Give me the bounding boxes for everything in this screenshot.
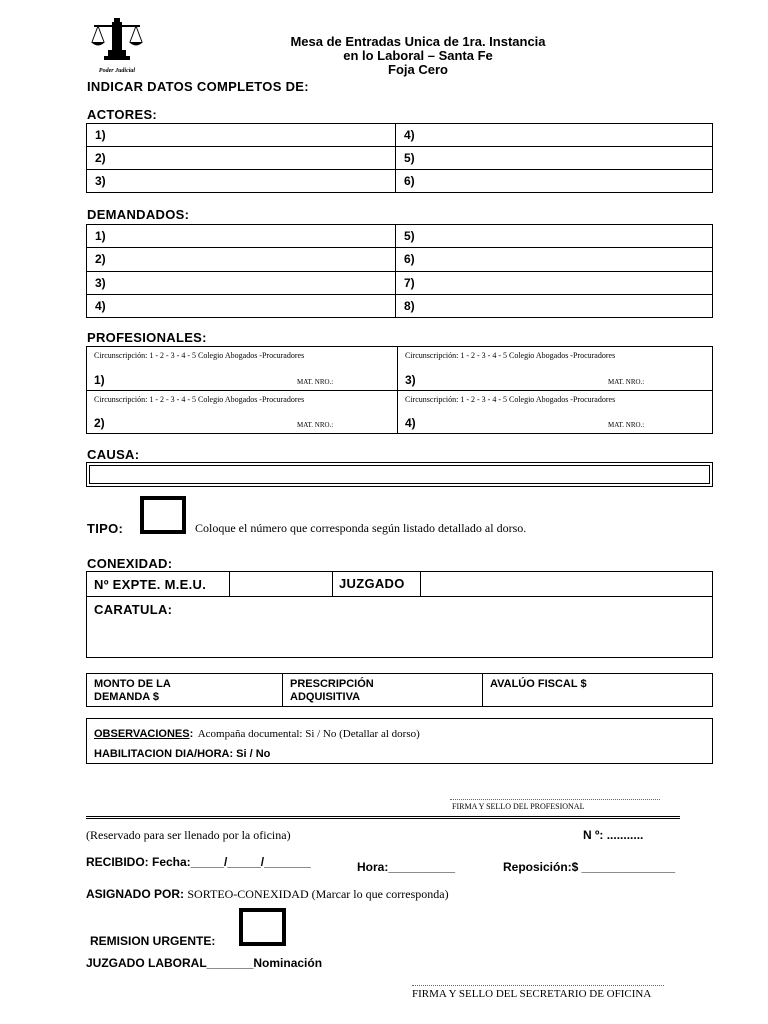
numero-field[interactable]: N º: ........... [583,828,644,842]
conexidad-label: CONEXIDAD: [87,556,173,571]
asignado-options[interactable]: SORTEO-CONEXIDAD (Marcar lo que corresponda) [187,887,449,901]
asignado-label: ASIGNADO POR: [86,887,185,901]
mat-nro-label: MAT. NRO.: [297,377,334,386]
demandado-field-6[interactable]: 6) [396,248,713,271]
profesional-number: 1) [94,372,105,387]
firma-profesional-label: FIRMA Y SELLO DEL PROFESIONAL [452,802,585,811]
caratula-label: CARATULA: [94,602,173,617]
causa-label: CAUSA: [87,447,140,462]
reposicion-field[interactable]: Reposición:$ ______________ [503,860,676,874]
header-line-3: Foja Cero [388,62,448,77]
court-seal-logo [88,16,146,74]
prescripcion-label-line-1: PRESCRIPCIÓN [290,678,374,690]
circunscripcion-text: Circunscripción: 1 - 2 - 3 - 4 - 5 Colegio Abogados -Procuradores [405,351,616,360]
tipo-label: TIPO: [87,521,124,536]
mat-nro-label: MAT. NRO.: [608,377,645,386]
circunscripcion-text: Circunscripción: 1 - 2 - 3 - 4 - 5 Colegio Abogados -Procuradores [94,394,305,404]
demandado-field-2[interactable]: 2) [87,248,396,271]
circunscripcion-text: Circunscripción: 1 - 2 - 3 - 4 - 5 Colegio Abogados -Procuradores [94,351,305,360]
profesional-field-3[interactable] [398,347,713,391]
actor-field-6[interactable]: 6) [396,170,713,193]
demandados-table [86,224,713,318]
prescripcion-label-line-2: ADQUISITIVA [290,691,361,703]
observaciones-text: Acompaña documental: Si / No (Detallar al dorso) [197,728,420,740]
tipo-input-box[interactable] [140,496,186,534]
mat-nro-label: MAT. NRO.: [608,421,645,429]
habilitacion-text: HABILITACION DIA/HORA: Si / No [94,748,271,760]
circunscripcion-text: Circunscripción: 1 - 2 - 3 - 4 - 5 Colegio Abogados -Procuradores [405,394,616,404]
demandado-field-3[interactable]: 3) [87,271,396,294]
actores-label: ACTORES: [87,107,158,122]
causa-field[interactable] [86,462,713,487]
demandado-field-7[interactable]: 7) [396,271,713,294]
header-line-2: en lo Laboral – Santa Fe [343,48,493,63]
actor-field-4[interactable]: 4) [396,124,713,147]
demandados-label: DEMANDADOS: [87,207,190,222]
remision-urgente-label: REMISION URGENTE: [90,934,216,948]
firma-profesional-line [450,799,660,800]
profesional-field-2[interactable] [87,390,398,434]
actor-field-1[interactable]: 1) [87,124,396,147]
reservado-note: (Reservado para ser llenado por la oficina) [86,828,291,842]
hora-field[interactable]: Hora:__________ [357,860,456,874]
juzgado-laboral-field[interactable]: JUZGADO LABORAL_______Nominación [86,956,323,970]
scales-of-justice-icon [88,16,146,62]
profesional-number: 3) [405,372,416,387]
observaciones-box [86,718,713,764]
prescripcion-field[interactable] [290,678,374,704]
profesional-number: 2) [94,416,105,430]
profesionales-label: PROFESIONALES: [87,330,207,345]
expte-label: Nº EXPTE. M.E.U. [94,577,207,592]
juzgado-field[interactable] [421,572,712,596]
montos-table [86,673,713,707]
monto-label-line-1: MONTO DE LA [94,678,171,690]
header-line-1: Mesa de Entradas Unica de 1ra. Instancia [290,34,546,49]
caratula-field[interactable] [87,597,712,657]
actores-table [86,123,713,193]
conexidad-table [86,571,713,658]
actor-field-5[interactable]: 5) [396,147,713,170]
logo-caption: Poder Judicial [98,68,136,74]
demandado-field-5[interactable]: 5) [396,225,713,248]
recibido-fecha-field[interactable]: RECIBIDO: Fecha:_____/_____/_______ [86,855,311,869]
demandado-field-4[interactable]: 4) [87,294,396,317]
demandado-field-1[interactable]: 1) [87,225,396,248]
firma-secretario-label: FIRMA Y SELLO DEL SECRETARIO DE OFICINA [412,988,652,1000]
profesional-field-1[interactable] [87,347,398,391]
juzgado-label: JUZGADO [339,576,405,591]
observaciones-label: OBSERVACIONES [94,728,190,740]
avaluo-fiscal-field[interactable]: AVALÚO FISCAL $ [490,678,587,690]
demandado-field-8[interactable]: 8) [396,294,713,317]
separator-line [86,816,680,819]
firma-secretario-line [412,985,664,986]
expte-field[interactable] [230,572,331,596]
monto-label-line-2: DEMANDA $ [94,691,159,703]
remision-urgente-checkbox[interactable] [239,908,286,946]
mat-nro-label: MAT. NRO.: [297,421,334,429]
intro-heading: INDICAR DATOS COMPLETOS DE: [87,79,309,94]
monto-demanda-field[interactable] [94,678,171,704]
actor-field-2[interactable]: 2) [87,147,396,170]
tipo-instruction: Coloque el número que corresponda según listado detallado al dorso. [195,521,527,535]
profesional-number: 4) [405,416,416,430]
observaciones-colon: : [189,728,194,740]
profesional-field-4[interactable] [398,390,713,434]
actor-field-3[interactable]: 3) [87,170,396,193]
profesionales-table [86,346,713,434]
